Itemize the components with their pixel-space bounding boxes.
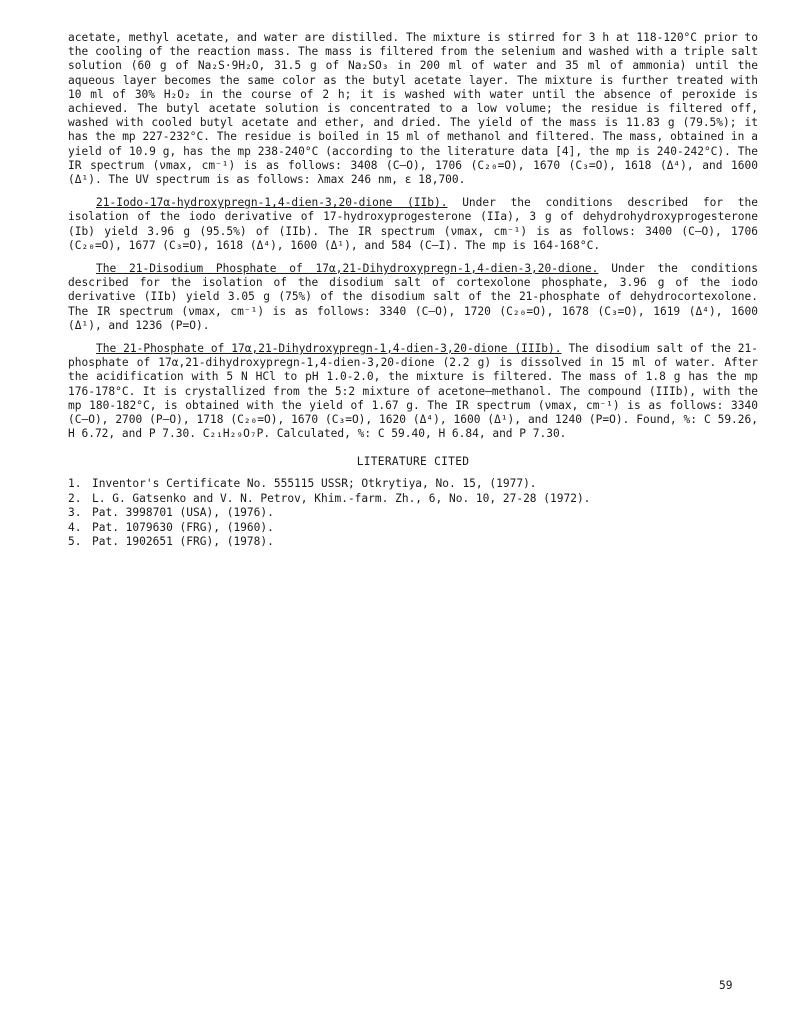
reference-item xyxy=(68,506,758,520)
reference-text: Pat. 1902651 (FRG), (1978). xyxy=(92,535,274,549)
paragraph-text: Under the conditions described for the isolation of the disodium salt of cortexolone phosphate, 3.96 g of the iodo derivative (IIb) yield 3.05 g (75%) of the disodium salt of the 21-phosphate of dehydrocortexolone. The IR spectrum (νmax, cm⁻¹) is as follows: 3340 (C–O), 1720 (C₂₀=O), 1678 (C₃=O), 1619 (Δ⁴), 1600 (Δ¹), and 1236 (P=O). xyxy=(68,262,758,332)
reference-number: 2. xyxy=(68,491,82,505)
reference-number: 1. xyxy=(68,477,82,491)
reference-list xyxy=(68,477,758,549)
reference-item xyxy=(68,492,758,506)
reference-item xyxy=(68,477,758,491)
paragraph-continued-procedure xyxy=(68,31,758,187)
paragraph-text: Under the conditions described for the isolation of the iodo derivative of 17-hydroxyprogesterone (IIa), 3 g of dehydrohydroxyprogesterone (Ib) yield 3.96 g (95.5%) of (IIb). The IR spectrum (νmax, cm⁻¹) is as follows: 3400 (C–O), 1706 (C₂₀=O), 1677 (C₃=O), 1618 (Δ⁴), 1600 (Δ¹), and 584 (C–I). The mp is 164-168°C. xyxy=(68,196,758,252)
article-body xyxy=(68,31,758,550)
section-title: The 21-Phosphate of 17α,21-Dihydroxypregn-1,4-dien-3,20-dione (IIIb). xyxy=(96,342,562,356)
paragraph-text: acetate, methyl acetate, and water are distilled. The mixture is stirred for 3 h at 118-120°C prior to the cooling of the reaction mass. The mass is filtered from the selenium and washed with a triple salt solution (60 g of Na₂S·9H₂O, 31.5 g of Na₂SO₃ in 200 ml of water and 35 ml of ammonia) until the aqueous layer becomes the same color as the butyl acetate layer. The mixture is further treated with 10 ml of 30% H₂O₂ in the course of 2 h; it is washed with water until the absence of peroxide is achieved. The butyl acetate solution is concentrated to a low volume; the residue is filtered off, washed with cooled butyl acetate and ether, and dried. The yield of the mass is 11.83 g (79.5%); it has the mp 227-232°C. The residue is boiled in 15 ml of methanol and filtered. The mass, obtained in a yield of 10.9 g, has the mp 238-240°C (according to the literature data [4], the mp is 240-242°C). The IR spectrum (νmax, cm⁻¹) is as follows: 3408 (C–O), 1706 (C₂₀=O), 1670 (C₃=O), 1618 (Δ⁴), and 1600 (Δ¹). The UV spectrum is as follows: λmax 246 nm, ε 18,700. xyxy=(68,31,758,187)
paragraph-iodo-derivative xyxy=(68,196,758,253)
paragraph-disodium-phosphate xyxy=(68,262,758,333)
section-title: The 21-Disodium Phosphate of 17α,21-Dihydroxypregn-1,4-dien-3,20-dione. xyxy=(96,262,599,276)
reference-text: Inventor's Certificate No. 555115 USSR; Otkrytiya, No. 15, (1977). xyxy=(92,477,537,491)
reference-text: Pat. 1079630 (FRG), (1960). xyxy=(92,520,274,534)
paragraph-phosphate-iiib xyxy=(68,342,758,441)
reference-number: 4. xyxy=(68,520,82,534)
literature-cited-heading: LITERATURE CITED xyxy=(356,455,470,469)
reference-text: L. G. Gatsenko and V. N. Petrov, Khim.-farm. Zh., 6, No. 10, 27-28 (1972). xyxy=(92,491,591,505)
reference-text: Pat. 3998701 (USA), (1976). xyxy=(92,506,274,520)
reference-number: 3. xyxy=(68,506,82,520)
section-title: 21-Iodo-17α-hydroxypregn-1,4-dien-3,20-dione (IIb). xyxy=(96,196,448,210)
paragraph-text: The disodium salt of the 21-phosphate of 17α,21-dihydroxypregn-1,4-dien-3,20-dione (2.2 g) is dissolved in 15 ml of water. After the acidification with 5 N HCl to pH 1.0-2.0, the mixture is filtered. The mass of 1.8 g has the mp 176-178°C. It is crystallized from the 5:2 mixture of acetone–methanol. The compound (IIIb), with the mp 180-182°C, is obtained with the yield of 1.67 g. The IR spectrum (νmax, cm⁻¹) is as follows: 3340 (C–O), 2700 (P–O), 1718 (C₂₀=O), 1670 (C₃=O), 1620 (Δ⁴), 1600 (Δ¹), and 1240 (P=O). Found, %: C 59.26, H 6.72, and P 7.30. C₂₁H₂₉O₇P. Calculated, %: C 59.40, H 6.84, and P 7.30. xyxy=(68,342,758,441)
reference-item xyxy=(68,521,758,535)
page-number: 59 xyxy=(719,979,733,992)
reference-item xyxy=(68,535,758,549)
reference-number: 5. xyxy=(68,535,82,549)
